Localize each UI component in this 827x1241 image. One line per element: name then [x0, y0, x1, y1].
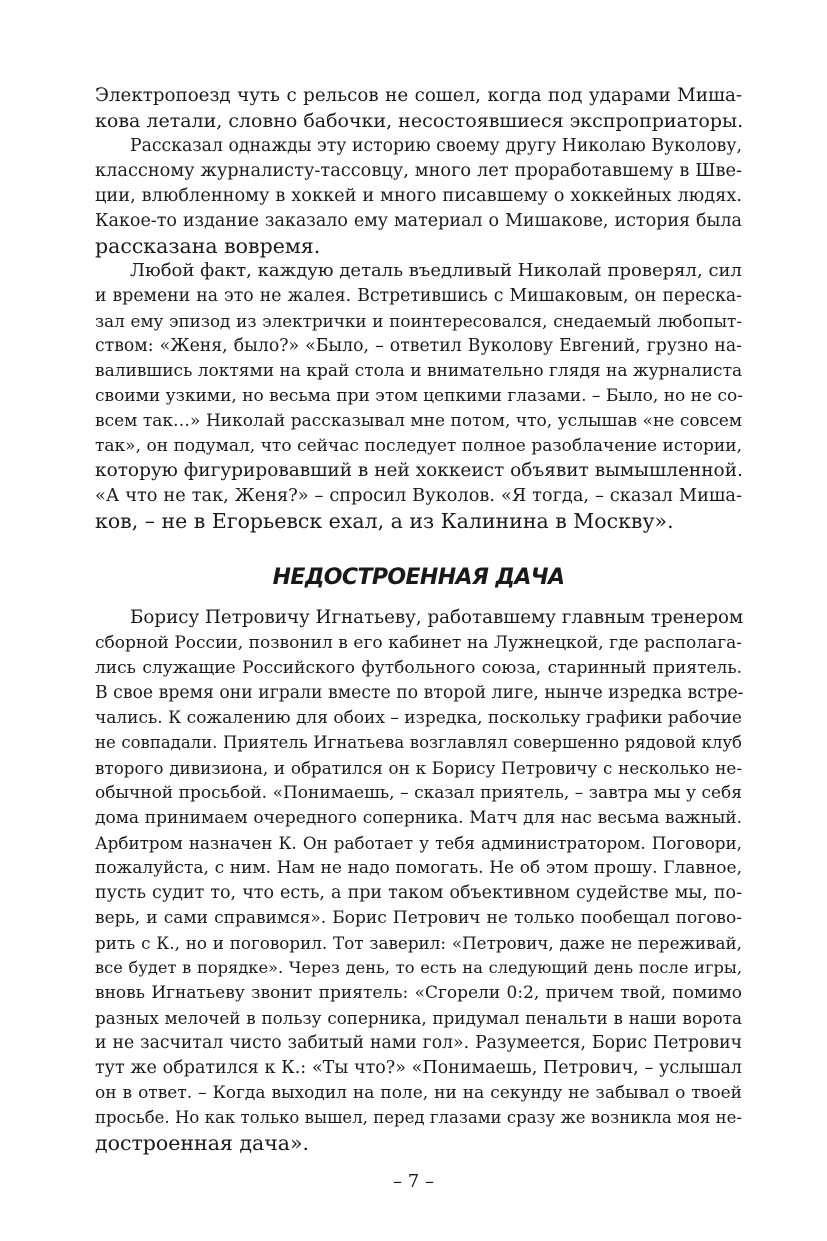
text-line: тут же обратился к К.: «Ты что?» «Понимаешь, Петрович, – услышал	[95, 1058, 742, 1078]
text-line: так», он подумал, что сейчас последует полное разоблачение истории,	[95, 436, 742, 456]
text-line: Любой факт, каждую деталь въедливый Николай проверял, сил	[130, 260, 742, 281]
text-line: ков, – не в Егорьевск ехал, а из Калинина в Москву».	[95, 509, 674, 533]
text-line: кова летали, словно бабочки, несостоявшиеся экспроприаторы.	[95, 110, 744, 132]
text-line: всем так…» Николай рассказывал мне потом, что, услышав «не совсем	[95, 411, 742, 431]
text-line: Арбитром назначен К. Он работает у тебя администратором. Поговори,	[95, 833, 742, 853]
text-line: Борису Петровичу Игнатьеву, работавшему главным тренером	[130, 607, 744, 628]
text-line: пусть судит то, что есть, а при таком объективном судействе мы, по-	[95, 883, 742, 903]
text-line: обычной просьбой. «Понимаешь, – сказал приятель, – завтра мы у себя	[95, 783, 742, 803]
text-line: валившись локтями на край стола и внимательно глядя на журналиста	[95, 361, 743, 381]
text-line: и времени на это не жалея. Встретившись с Мишаковым, он переска-	[95, 286, 742, 306]
section-heading: НЕДОСТРОЕННАЯ ДАЧА	[272, 565, 565, 590]
text-line: Электропоезд чуть с рельсов не сошел, когда под ударами Миша-	[95, 85, 742, 106]
text-line: верь, и сами справимся». Борис Петрович не только пообещал погово-	[95, 908, 742, 928]
text-line: чались. К сожалению для обоих – изредка, поскольку графики рабочие	[95, 708, 742, 728]
text-line: рассказана вовремя.	[95, 234, 321, 258]
text-line: второго дивизиона, и обратился он к Борису Петровичу с несколько не-	[95, 758, 742, 778]
text-line: он в ответ. – Когда выходил на поле, ни на секунду не забывал о твоей	[95, 1083, 742, 1103]
text-line: зал ему эпизод из электрички и поинтересовался, снедаемый любопыт-	[95, 311, 742, 331]
text-line: сборной России, позвонил в его кабинет на Лужнецкой, где располага-	[95, 633, 742, 653]
text-line: вновь Игнатьеву звонит приятель: «Сгорели 0:2, причем твой, помимо	[95, 983, 742, 1003]
text-line: которую фигурировавший в ней хоккеист объявит вымышленной.	[95, 460, 743, 481]
text-line: классному журналисту-тассовцу, много лет проработавшему в Шве-	[95, 161, 742, 181]
text-line: рить с К., но и поговорил. Тот заверил: «Петрович, даже не переживай,	[95, 933, 742, 953]
text-line: пожалуйста, с ним. Нам не надо помогать. Не об этом прошу. Главное,	[95, 858, 742, 878]
text-line: ции, влюбленному в хоккей и много писавшему о хоккейных людях.	[95, 186, 742, 206]
text-line: достроенная дача».	[95, 1131, 310, 1155]
text-line: Рассказал однажды эту историю своему другу Николаю Вуколову,	[130, 136, 742, 156]
text-line: Какое-то издание заказало ему материал о Мишакове, история была	[95, 211, 742, 231]
text-line: и не засчитал чисто забитый нами гол». Разумеется, Борис Петрович	[95, 1033, 742, 1053]
text-line: не совпадали. Приятель Игнатьева возглавлял совершенно рядовой клуб	[95, 733, 742, 752]
text-line: лись служащие Российского футбольного союза, старинный приятель.	[95, 658, 742, 678]
text-line: просьбе. Но как только вышел, перед глазами сразу же возникла моя не-	[95, 1108, 742, 1127]
text-line: своими узкими, но весьма при этом цепкими глазами. – Было, но не со-	[95, 386, 743, 406]
text-line: В свое время они играли вместе по второй лиге, нынче изредка встре-	[95, 683, 744, 703]
text-line: разных мелочей в пользу соперника, придумал пенальти в наши ворота	[95, 1008, 742, 1028]
text-line: «А что не так, Женя?» – спросил Вуколов. «Я тогда, – сказал Миша-	[95, 486, 742, 506]
text-line: все будет в порядке». Через день, то есть на следующий день после игры,	[95, 958, 742, 977]
page-number: – 7 –	[393, 1171, 434, 1192]
text-line: ством: «Женя, было?» «Было, – ответил Вуколову Евгений, грузно на-	[95, 336, 742, 356]
text-line: дома принимаем очередного соперника. Матч для нас весьма важный.	[95, 808, 742, 828]
